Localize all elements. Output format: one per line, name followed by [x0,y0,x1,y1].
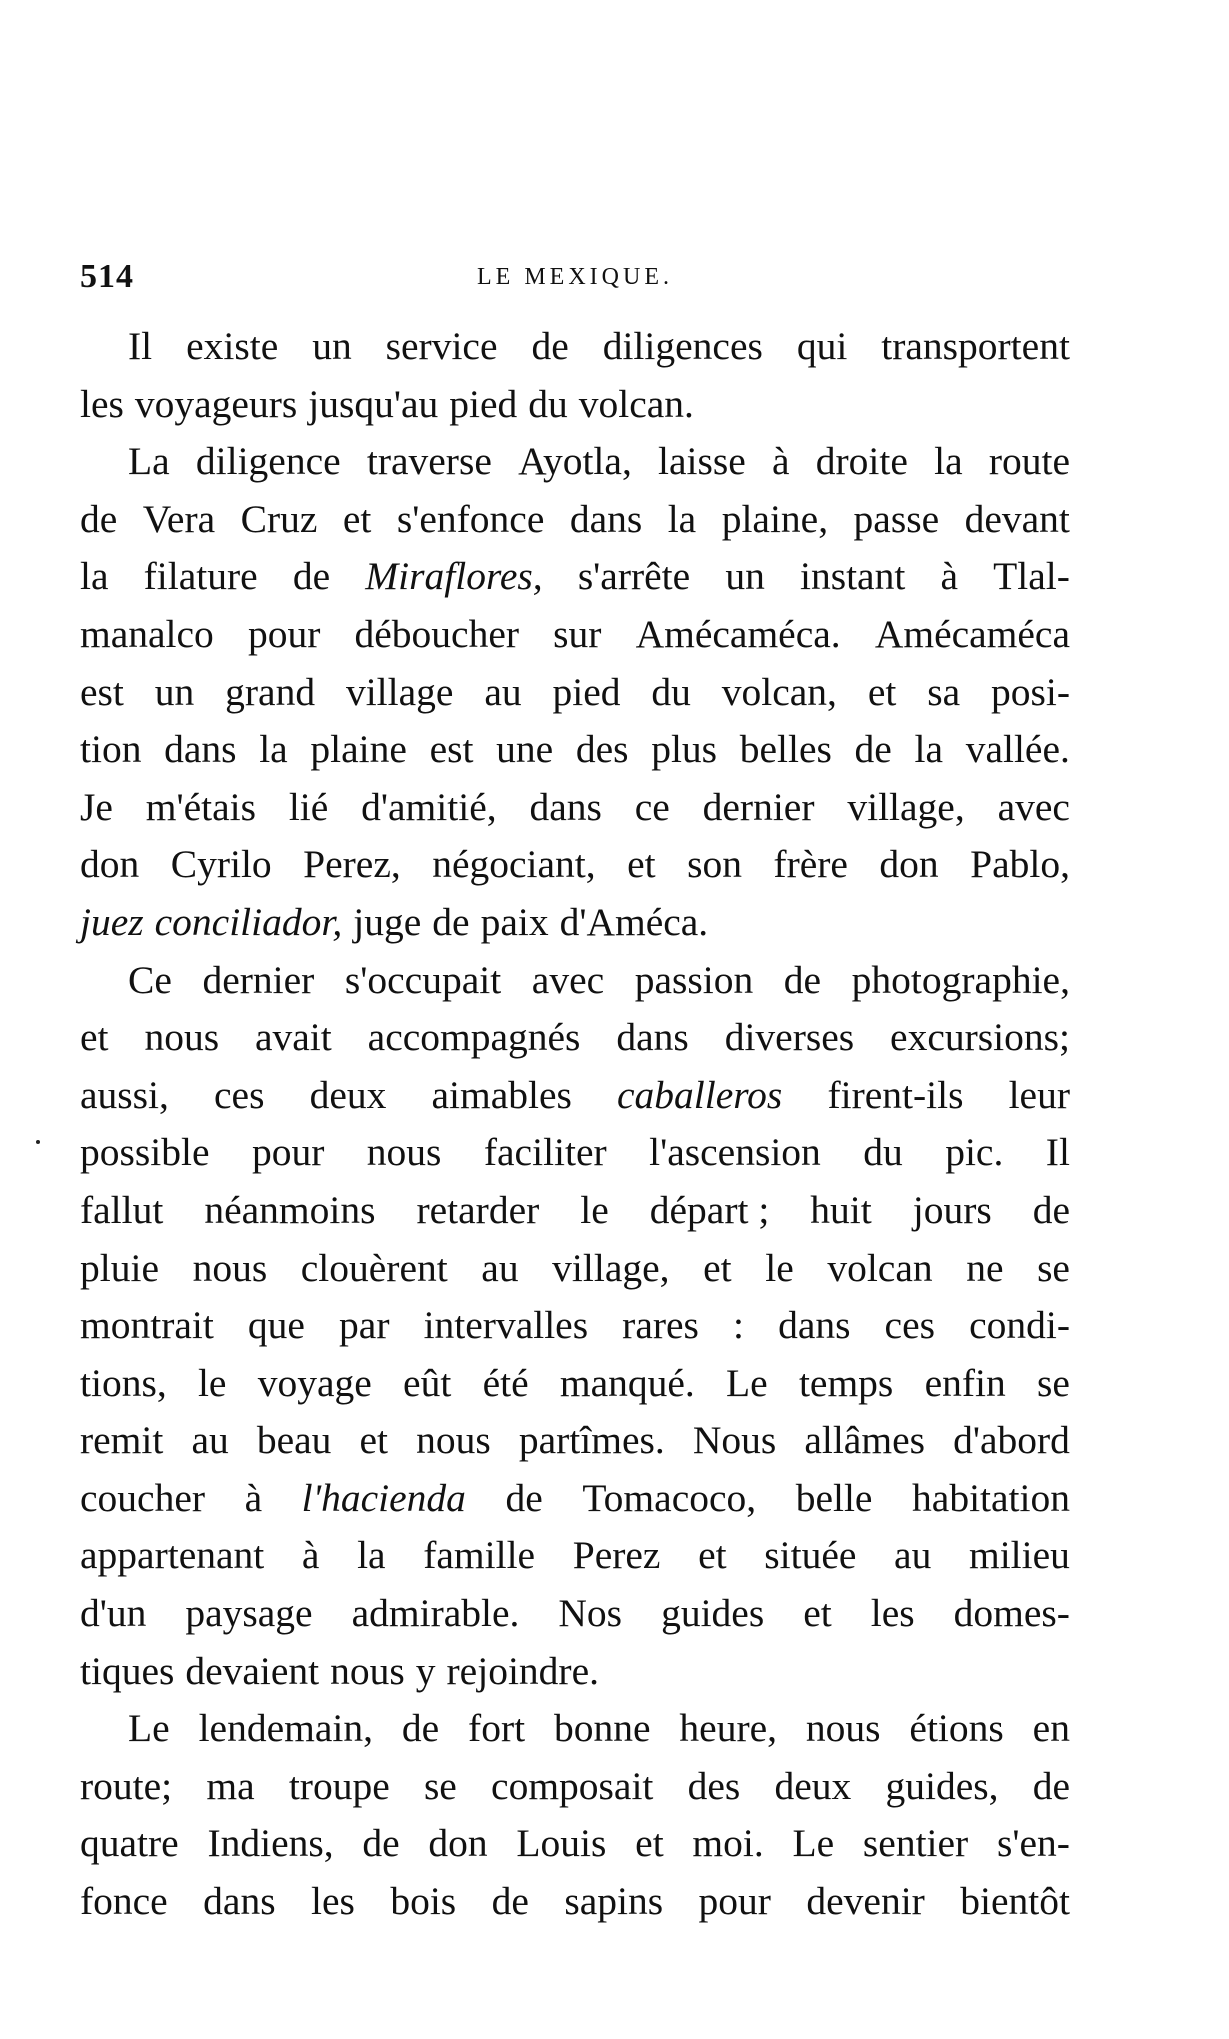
word: Vera [142,496,216,541]
word: possible [80,1130,210,1175]
word: l'ascension [649,1130,821,1175]
word: bonne [553,1706,651,1751]
word: fallut [80,1187,164,1232]
word: habitation [912,1475,1070,1520]
word: service [385,324,498,368]
word: dans [164,727,237,772]
word: juge [353,899,422,944]
word: pour [251,1130,325,1175]
word: Amécaméca. [635,611,841,656]
word: intervalles [423,1303,589,1348]
word: de [292,554,331,599]
word: temps [798,1360,894,1405]
word: droite [815,439,908,484]
text-line [80,1470,1070,1528]
word: don [879,842,939,887]
word: de [401,1706,440,1751]
word: au [484,669,522,714]
word: Tomacoco, [582,1475,757,1520]
word: un [312,324,352,368]
word: deux [774,1763,852,1808]
word: de [80,496,118,541]
word: la [80,554,109,599]
word: et [359,1418,389,1463]
word: dans [569,496,643,541]
word: devenir [806,1879,925,1924]
word: et [342,496,372,541]
word: de [1032,1763,1070,1808]
word: et [627,842,656,887]
word: village, [847,784,965,829]
word: volcan [827,1245,933,1290]
text-line [80,491,1070,549]
text-line [80,894,1070,952]
word: volcan, [721,669,837,714]
word: retarder [416,1187,540,1232]
word: s'occupait [344,957,502,1002]
word: Le [128,1706,170,1751]
word: les [80,381,124,426]
word: don [80,842,140,887]
word: la [259,727,288,772]
word: dernier [702,784,815,829]
word: que [247,1303,305,1348]
word: devant [964,496,1070,541]
word: belles [739,727,832,772]
text-line [80,1873,1070,1931]
word: d'abord [953,1418,1070,1463]
text-line [80,779,1070,837]
word: d'Améca. [559,899,709,944]
word: remit [80,1418,164,1463]
text-line [80,664,1070,722]
word: ne [966,1245,1004,1290]
word: appartenant [80,1533,265,1578]
word: sa [927,669,961,714]
word: nous [330,1648,405,1693]
word: instant [799,554,906,599]
text-line [80,1124,1070,1182]
word: nous [805,1706,881,1751]
word: Il [1045,1130,1070,1175]
word: et [803,1591,832,1636]
word: plaine [310,727,407,772]
word: village [345,669,454,714]
word: fonce [80,1879,168,1924]
word: traverse [366,439,492,484]
word: leur [1008,1072,1070,1117]
word: fort [468,1706,526,1751]
word: volcan. [578,381,694,426]
word: existe [186,324,279,368]
word: ce [634,784,670,829]
word: Nous [692,1418,777,1463]
word: laisse [658,439,746,484]
text-line [80,1182,1070,1240]
word: admirable. [351,1591,520,1636]
word: pour [247,611,321,656]
text-line [80,606,1070,664]
word: lié [288,784,329,829]
word: un [725,554,765,599]
word: Miraflores, [365,554,543,599]
word: moi. [692,1821,764,1866]
margin-mark [36,1140,40,1144]
word: un [154,669,195,714]
word: diligences [602,324,763,368]
word: beau [256,1418,332,1463]
word: dans [616,1015,689,1060]
word: par [339,1303,390,1348]
word: Cruz [240,496,318,541]
word: famille [423,1533,536,1578]
word: à [301,1533,320,1578]
word: sur [553,611,602,656]
word: et [80,1015,109,1060]
word: du [863,1130,903,1175]
word: juez [80,899,144,944]
word: guides, [885,1763,999,1808]
word: néanmoins [204,1187,376,1232]
text-line [80,1815,1070,1873]
word: et [635,1821,664,1866]
word: bois [390,1879,457,1924]
word: deux [309,1072,387,1117]
word: s'en- [996,1821,1070,1866]
text-line [80,1297,1070,1355]
word: m'étais [145,784,256,829]
word: de [362,1821,400,1866]
text-line [80,1643,1070,1701]
word: départ ; [649,1187,770,1232]
word: route [988,439,1070,484]
word: allâmes [804,1418,925,1463]
word: de [491,1879,529,1924]
word: Le [726,1360,768,1405]
body-text [80,318,1070,1931]
word: Je [80,784,113,829]
word: de [783,957,822,1002]
text-line [80,1700,1070,1758]
word: passion [634,957,754,1002]
word: bientôt [960,1879,1070,1924]
word: le [197,1360,227,1405]
word: condi- [969,1303,1070,1348]
word: et [867,669,897,714]
word: Perez, [303,842,401,887]
word: Le [792,1821,835,1866]
word: grand [225,669,316,714]
word: et [703,1245,732,1290]
word: ces [214,1072,265,1117]
word: faciliter [483,1130,607,1175]
word: nous [192,1245,268,1290]
word: route; [80,1763,173,1808]
word: pied [449,381,518,426]
word: huit [810,1187,872,1232]
word: excursions; [890,1015,1070,1060]
word: heure, [679,1706,778,1751]
word: de [531,324,569,368]
word: : [733,1303,744,1348]
text-line [80,721,1070,779]
page-number: 514 [80,258,134,295]
text-line [80,1067,1070,1125]
running-title: LE MEXIQUE. [477,264,673,290]
word: Ayotla, [518,439,632,484]
word: Indiens, [207,1821,334,1866]
text-line [80,1758,1070,1816]
word: conciliador, [154,899,343,944]
word: dans [529,784,602,829]
word: des [575,727,629,772]
word: clouèrent [300,1245,448,1290]
word: paysage [185,1591,313,1636]
word: composait [491,1763,654,1808]
word: les [870,1591,915,1636]
word: filature [143,554,258,599]
word: aussi, [80,1072,169,1117]
word: de [854,727,892,772]
word: guides [661,1591,765,1636]
word: caballeros [617,1072,783,1117]
text-line [80,548,1070,606]
word: est [429,727,474,772]
word: lendemain, [198,1706,373,1751]
word: la [934,439,963,484]
word: nous [366,1130,442,1175]
word: manqué. [559,1360,695,1405]
word: au [481,1245,519,1290]
word: Il [128,324,153,368]
word: d'amitié, [361,784,497,829]
text-line [80,1355,1070,1413]
word: pluie [80,1245,159,1290]
word: voyageurs [134,381,298,426]
word: du [651,669,691,714]
text-line [80,376,1070,434]
text-line [80,836,1070,894]
word: s'enfonce [396,496,545,541]
word: nous [416,1418,491,1463]
word: Amécaméca [874,611,1070,656]
word: la [667,496,697,541]
word: passe [853,496,940,541]
text-line [80,1240,1070,1298]
word: jours [912,1187,992,1232]
word: coucher [80,1475,205,1520]
word: accompagnés [367,1015,581,1060]
word: pour [698,1879,771,1924]
word: Ce [128,957,172,1002]
word: de [505,1475,543,1520]
word: une [496,727,554,772]
word: étions [909,1706,1004,1751]
word: eût [403,1360,452,1405]
word: devaient [185,1648,320,1693]
word: été [482,1360,529,1405]
word: se [423,1763,457,1808]
word: milieu [968,1533,1070,1578]
word: à [940,554,958,599]
word: rejoindre. [446,1648,599,1693]
text-line [80,1527,1070,1585]
word: à [772,439,790,484]
word: le [580,1187,609,1232]
word: ma [206,1763,255,1808]
word: qui [796,324,848,368]
word: se [1036,1360,1070,1405]
word: Nos [558,1591,623,1636]
word: son [687,842,742,887]
word: Louis [516,1821,607,1866]
word: quatre [80,1821,179,1866]
word: de [432,899,470,944]
word: tion [80,727,142,772]
word: du [528,381,568,426]
word: se [1037,1245,1070,1290]
word: voyage [257,1360,372,1405]
word: au [191,1418,229,1463]
word: en [1032,1706,1070,1751]
word: Cyrilo [170,842,272,887]
text-line [80,318,1070,376]
word: y [415,1648,436,1693]
text-line [80,1009,1070,1067]
word: plus [651,727,718,772]
word: dernier [202,957,315,1002]
word: plaine, [721,496,829,541]
word: aimables [431,1072,572,1117]
word: s'arrête [577,554,691,599]
word: la [357,1533,386,1578]
word: de [1032,1187,1070,1232]
word: avec [997,784,1070,829]
word: rares [622,1303,699,1348]
word: vallée. [965,727,1070,772]
word: posi- [990,669,1070,714]
word: au [894,1533,932,1578]
word: diligence [195,439,341,484]
word: Pablo, [970,842,1070,887]
word: manalco [80,611,214,656]
word: transportent [881,324,1070,368]
word: à [244,1475,263,1520]
word: et [698,1533,727,1578]
word: les [311,1879,355,1924]
running-head [80,258,1070,298]
word: jusqu'au [308,381,439,426]
word: est [80,669,124,714]
word: troupe [288,1763,390,1808]
word: domes- [953,1591,1070,1636]
word: tions, [80,1360,167,1405]
word: l'hacienda [301,1475,466,1520]
word: belle [795,1475,873,1520]
word: située [764,1533,857,1578]
word: village, [552,1245,670,1290]
word: La [128,439,170,484]
word: sapins [564,1879,664,1924]
word: la [914,727,944,772]
word: avait [254,1015,332,1060]
word: Perez [572,1533,661,1578]
text-line [80,433,1070,491]
word: frère [773,842,848,887]
word: tiques [80,1648,175,1693]
word: déboucher [354,611,520,656]
word: négociant, [432,842,596,887]
word: d'un [80,1591,147,1636]
text-line [80,1585,1070,1643]
word: sentier [862,1821,969,1866]
word: enfin [924,1360,1006,1405]
word: avec [531,957,605,1002]
word: paix [480,899,549,944]
word: don [428,1821,488,1866]
word: le [765,1245,794,1290]
word: dans [203,1879,276,1924]
word: dans [778,1303,851,1348]
word: photographie, [851,957,1070,1002]
word: Tlal- [993,554,1070,599]
word: pic. [945,1130,1004,1175]
word: ces [884,1303,935,1348]
word: pied [552,669,621,714]
word: diverses [724,1015,855,1060]
word: des [687,1763,741,1808]
word: partîmes. [518,1418,665,1463]
word: firent-ils [827,1072,964,1117]
text-line [80,1412,1070,1470]
word: nous [144,1015,220,1060]
word: montrait [80,1303,214,1348]
text-line [80,952,1070,1010]
